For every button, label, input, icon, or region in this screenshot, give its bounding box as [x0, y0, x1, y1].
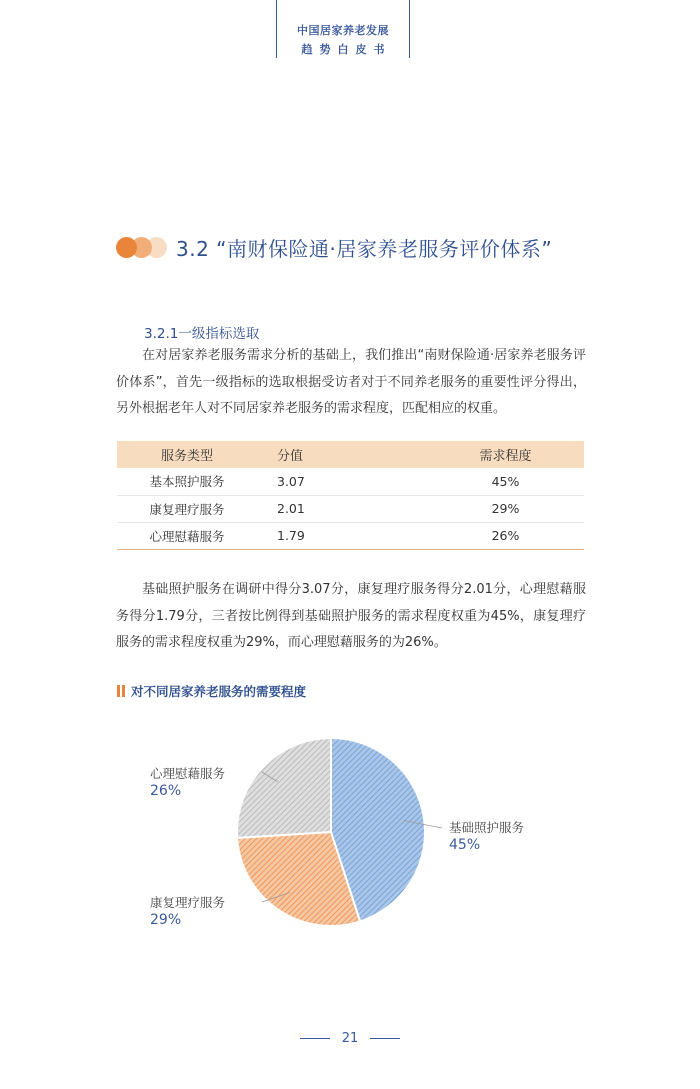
analysis-paragraph: 基础照护服务在调研中得分3.07分，康复理疗服务得分2.01分，心理慰藉服务得分1.79分，三者按比例得到基础照护服务的需求程度权重为45%，康复理疗服务的需求程度权重为29%，而心理慰藉服务的为26%。	[116, 582, 586, 650]
footer-rule	[370, 1038, 400, 1039]
pie-value-mental-comfort: 26%	[150, 783, 182, 799]
table-cell: 2.01	[257, 495, 427, 522]
header-title-line1: 中国居家养老发展	[297, 24, 389, 37]
pie-label-basic-care: 基础照护服务	[449, 820, 525, 835]
subsection-title: 3.2.1一级指标选取	[144, 326, 260, 342]
pie-chart	[0, 710, 700, 950]
table-cell: 29%	[427, 495, 584, 522]
running-header	[276, 0, 410, 58]
chart-heading-marker-icon	[122, 685, 125, 697]
table-cell: 3.07	[257, 468, 427, 495]
section-title: 3.2 “南财保险通·居家养老服务评价体系”	[176, 237, 553, 261]
table-cell: 心理慰藉服务	[117, 522, 257, 549]
table-row	[117, 522, 584, 549]
section-heading	[116, 233, 552, 262]
chart-title: 对不同居家养老服务的需要程度	[131, 684, 307, 699]
table-row	[117, 468, 584, 495]
chart-heading-marker-icon	[117, 685, 120, 697]
pie-label-rehab: 康复理疗服务	[150, 895, 226, 910]
header-title-line2: 趋势白皮书	[301, 43, 392, 56]
table-header-cell: 需求程度	[427, 441, 584, 468]
intro-paragraph: 在对居家养老服务需求分析的基础上，我们推出“南财保险通·居家养老服务评价体系”，首先一级指标的选取根据受访者对于不同养老服务的重要性评分得出，另外根据老年人对不同居家养老服务的需求程度，匹配相应的权重。	[116, 348, 586, 416]
service-score-table	[117, 441, 584, 550]
chart-heading	[117, 682, 306, 700]
table-cell: 康复理疗服务	[117, 495, 257, 522]
table-cell: 45%	[427, 468, 584, 495]
table-header-row	[117, 441, 584, 468]
page-number: 21	[341, 1031, 359, 1046]
table-cell: 26%	[427, 522, 584, 549]
pie-label-mental-comfort: 心理慰藉服务	[150, 766, 226, 781]
pie-value-basic-care: 45%	[449, 837, 481, 853]
footer-rule	[300, 1038, 330, 1039]
pie-value-rehab: 29%	[150, 912, 182, 928]
table-header-cell: 分值	[257, 441, 427, 468]
section-bullet-icon	[116, 237, 168, 259]
table-cell: 基本照护服务	[117, 468, 257, 495]
page-footer	[300, 1031, 400, 1046]
table-row	[117, 495, 584, 522]
table-cell: 1.79	[257, 522, 427, 549]
pie-slice-mental-comfort	[237, 738, 331, 838]
table-header-cell: 服务类型	[117, 441, 257, 468]
